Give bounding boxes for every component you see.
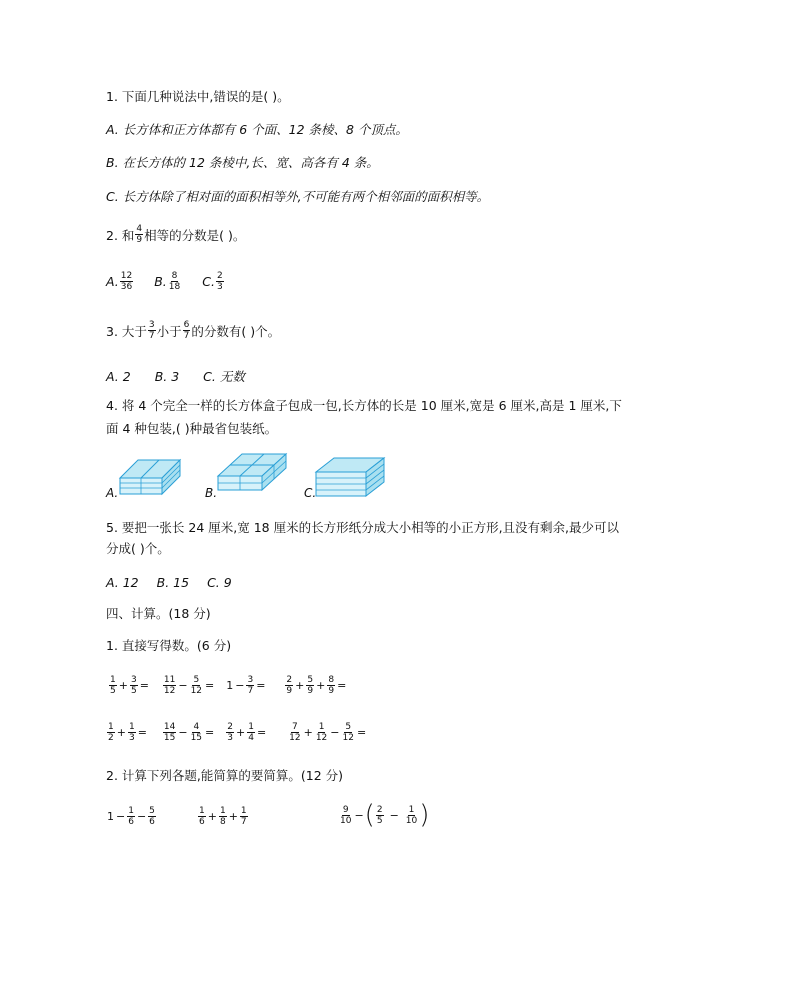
q1-option-c: C. 长方体除了相对面的面积相等外,不可能有两个相邻面的面积相等。 [106, 189, 490, 204]
q4-figure-b-label: B. [205, 486, 218, 500]
right-paren: ) [419, 800, 430, 830]
q3-stem [106, 320, 280, 341]
q4-figure-c-label: C. [304, 486, 317, 500]
q5-line-1: 5. 要把一张长 24 厘米,宽 18 厘米的长方形纸分成大小相等的小正方形,且没有剩余,最少可以 [106, 520, 620, 535]
q4-line-1: 4. 将 4 个完全一样的长方体盒子包成一包,长方体的长是 10 厘米,宽是 6 厘米,高是 1 厘米,下 [106, 398, 622, 413]
calc-item: 1 − $\frac{3}{7}$ = [226, 675, 266, 696]
q2-options [106, 271, 225, 292]
q5-options [106, 575, 232, 590]
q5-option-c: C. 9 [207, 575, 232, 590]
calc-item: $\frac{7}{12}$ + $\frac{1}{12}$ − $\frac{5}{12}$ = [289, 722, 367, 743]
q5-option-a: A. 12 [106, 575, 139, 590]
q4-line-2: 面 4 种包装,( )种最省包装纸。 [106, 421, 278, 436]
left-paren: ( [364, 800, 375, 830]
calc-item: $\frac{1}{2}$ + $\frac{1}{3}$ = [108, 722, 147, 743]
calc-expr-1: 1 − $\frac{1}{6}$ − $\frac{5}{6}$ [107, 806, 155, 827]
q4-figure-c [314, 456, 386, 498]
section-4-title: 四、计算。(18 分) [106, 606, 211, 621]
q4-figure-a [118, 450, 182, 496]
q3-option-b: B. 3 [154, 368, 180, 384]
q2-post: 相等的分数是( )。 [144, 227, 246, 243]
calc-item: $\frac{1}{5}$ + $\frac{3}{5}$ = [110, 675, 149, 696]
q3-mid: 小于 [156, 323, 182, 339]
q2-option-c-frac: $\frac{2}{3}$ [216, 271, 223, 292]
q2-option-c-label: C. [202, 274, 215, 289]
calc-item: $\frac{2}{9}$ + $\frac{5}{9}$ + $\frac{8}{9}$ = [286, 675, 347, 696]
q2-stem [106, 224, 245, 245]
q4-figure-a-label: A. [106, 486, 119, 500]
q3-fraction-2: $\frac{6}{7}$ [183, 320, 190, 341]
calc-expr-2: $\frac{1}{6}$ + $\frac{1}{8}$ + $\frac{1}{7}$ [199, 806, 247, 827]
q2-option-a-frac: $\frac{12}{36}$ [120, 271, 133, 292]
calc-row-1 [108, 675, 347, 696]
q2-fraction: $\frac{4}{9}$ [136, 224, 143, 245]
q4-figure-b [216, 450, 288, 496]
q3-fraction-1: $\frac{3}{7}$ [148, 320, 155, 341]
q3-options [106, 367, 245, 385]
q1-stem: 1. 下面几种说法中,错误的是( )。 [106, 89, 290, 104]
q3-post: 的分数有( )个。 [191, 323, 281, 339]
q1-option-a: A. 长方体和正方体都有 6 个面、12 条棱、8 个顶点。 [106, 122, 408, 137]
calc-item: $\frac{2}{3}$ + $\frac{1}{4}$ = [227, 722, 267, 743]
q2-option-a-label: A. [106, 274, 119, 289]
q2-pre: 2. 和 [106, 227, 135, 243]
q5-line-2: 分成( )个。 [106, 541, 170, 556]
q1-option-b: B. 在长方体的 12 条棱中,长、宽、高各有 4 条。 [106, 155, 379, 170]
q3-option-c: C. 无数 [203, 369, 245, 384]
q2-option-b-frac: $\frac{8}{18}$ [168, 271, 181, 292]
section-4-part-1-title: 1. 直接写得数。(6 分) [106, 638, 232, 653]
q3-option-a: A. 2 [106, 368, 131, 384]
calc-item: $\frac{11}{12}$ − $\frac{5}{12}$ = [163, 675, 215, 696]
section-4-part-2-title: 2. 计算下列各题,能简算的要简算。(12 分) [106, 768, 344, 783]
calc-item: $\frac{14}{15}$ − $\frac{4}{15}$ = [163, 722, 215, 743]
q2-option-b-label: B. [154, 274, 167, 289]
q5-option-b: B. 15 [156, 575, 190, 590]
calc-expr-3: $\frac{9}{10}$ − ( $\frac{2}{5}$ − $\frac{1}{10}$ ) [340, 800, 430, 830]
calc-row-2 [106, 722, 367, 743]
q3-pre: 3. 大于 [106, 323, 147, 339]
